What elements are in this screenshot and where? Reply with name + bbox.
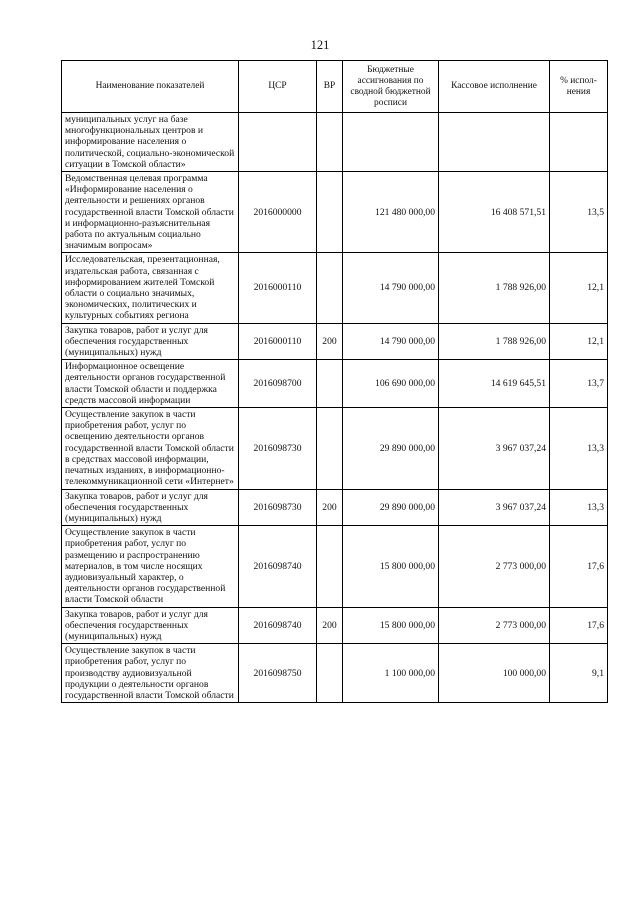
row-allocations: 15 800 000,00 (343, 607, 439, 644)
column-header-name: Наименование показателей (62, 61, 239, 113)
row-vr (317, 253, 343, 323)
budget-execution-table (61, 60, 608, 703)
row-percent: 12,1 (550, 323, 608, 360)
row-csr: 2016098730 (239, 489, 317, 526)
row-name: Осуществление закупок в части приобретения работ, услуг по размещению и распространению материалов, в том числе носящих аудиовизуальный характер, о деятельности органов государственной власти Томской области (62, 526, 239, 607)
row-allocations: 14 790 000,00 (343, 253, 439, 323)
table-row (62, 607, 608, 644)
row-csr: 2016098740 (239, 607, 317, 644)
row-percent: 13,7 (550, 360, 608, 408)
table-row (62, 408, 608, 489)
row-execution: 3 967 037,24 (439, 408, 550, 489)
row-vr: 200 (317, 489, 343, 526)
row-execution: 100 000,00 (439, 644, 550, 703)
row-csr (239, 113, 317, 172)
table-row (62, 360, 608, 408)
row-csr: 2016000000 (239, 172, 317, 253)
row-percent: 13,3 (550, 408, 608, 489)
row-vr (317, 172, 343, 253)
row-execution: 1 788 926,00 (439, 323, 550, 360)
row-percent: 17,6 (550, 526, 608, 607)
row-allocations: 14 790 000,00 (343, 323, 439, 360)
column-header-vr: ВР (317, 61, 343, 113)
row-csr: 2016098730 (239, 408, 317, 489)
row-execution: 14 619 645,51 (439, 360, 550, 408)
table-row (62, 113, 608, 172)
row-percent: 13,5 (550, 172, 608, 253)
row-allocations: 1 100 000,00 (343, 644, 439, 703)
row-csr: 2016000110 (239, 323, 317, 360)
row-allocations: 106 690 000,00 (343, 360, 439, 408)
row-percent: 13,3 (550, 489, 608, 526)
row-execution: 16 408 571,51 (439, 172, 550, 253)
row-percent: 9,1 (550, 644, 608, 703)
row-name: муниципальных услуг на базе многофункциональных центров и информирование населения о политической, социально-экономической ситуации в Томской области» (62, 113, 239, 172)
row-execution: 3 967 037,24 (439, 489, 550, 526)
row-name: Ведомственная целевая программа «Информирование населения о деятельности и решениях органов государственной власти Томской области и информационно-разъяснительная работа по актуальным социально значимым вопросам» (62, 172, 239, 253)
row-execution: 1 788 926,00 (439, 253, 550, 323)
table-row (62, 253, 608, 323)
row-allocations: 29 890 000,00 (343, 489, 439, 526)
row-name: Закупка товаров, работ и услуг для обеспечения государственных (муниципальных) нужд (62, 489, 239, 526)
row-vr: 200 (317, 607, 343, 644)
row-name: Осуществление закупок в части приобретения работ, услуг по освещению деятельности органов государственной власти Томской области в средствах массовой информации, печатных изданиях, в информационно-телекоммуникационной сети «Интернет» (62, 408, 239, 489)
row-percent: 12,1 (550, 253, 608, 323)
row-allocations: 15 800 000,00 (343, 526, 439, 607)
row-csr: 2016000110 (239, 253, 317, 323)
page-number: 121 (310, 38, 330, 52)
row-allocations: 121 480 000,00 (343, 172, 439, 253)
row-percent: 17,6 (550, 607, 608, 644)
row-execution (439, 113, 550, 172)
table-row (62, 172, 608, 253)
row-vr: 200 (317, 323, 343, 360)
row-name: Информационное освещение деятельности органов государственной власти Томской области и поддержка средств массовой информации (62, 360, 239, 408)
table-row (62, 526, 608, 607)
row-execution: 2 773 000,00 (439, 526, 550, 607)
column-header-execution: Кассовое исполнение (439, 61, 550, 113)
row-execution: 2 773 000,00 (439, 607, 550, 644)
table-header-row (62, 61, 608, 113)
row-name: Закупка товаров, работ и услуг для обеспечения государственных (муниципальных) нужд (62, 323, 239, 360)
row-csr: 2016098740 (239, 526, 317, 607)
row-csr: 2016098700 (239, 360, 317, 408)
row-vr (317, 408, 343, 489)
row-name: Исследовательская, презентационная, издательская работа, связанная с информированием жителей Томской области о социально значимых, экономических, политических и культурных событиях региона (62, 253, 239, 323)
row-name: Закупка товаров, работ и услуг для обеспечения государственных (муниципальных) нужд (62, 607, 239, 644)
row-vr (317, 644, 343, 703)
row-name: Осуществление закупок в части приобретения работ, услуг по производству аудиовизуальной продукции о деятельности органов государственной власти Томской области (62, 644, 239, 703)
row-vr (317, 360, 343, 408)
table-row (62, 489, 608, 526)
row-csr: 2016098750 (239, 644, 317, 703)
row-allocations (343, 113, 439, 172)
table-row (62, 323, 608, 360)
column-header-allocations: Бюджетные ассигнования по сводной бюджетной росписи (343, 61, 439, 113)
column-header-percent: % испол-нения (550, 61, 608, 113)
table-row (62, 644, 608, 703)
column-header-csr: ЦСР (239, 61, 317, 113)
row-vr (317, 526, 343, 607)
row-allocations: 29 890 000,00 (343, 408, 439, 489)
row-vr (317, 113, 343, 172)
row-percent (550, 113, 608, 172)
